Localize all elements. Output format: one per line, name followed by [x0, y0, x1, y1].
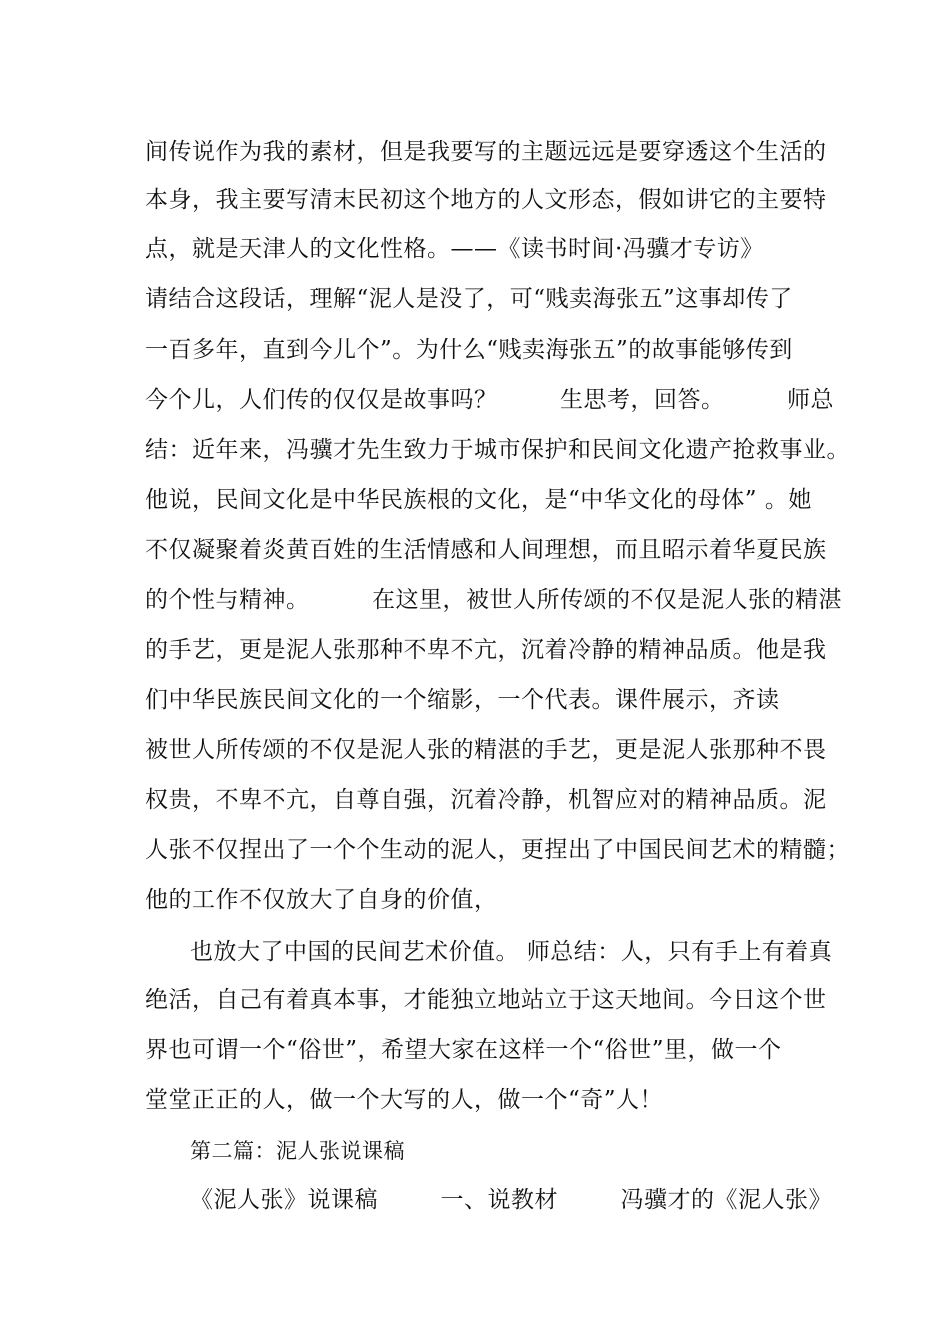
text-line: 一百多年，直到今儿个”。为什么“贱卖海张五”的故事能够传到 [145, 337, 793, 363]
section-heading: 第二篇：泥人张说课稿 [190, 1139, 405, 1163]
text-line: 《泥人张》说课稿 一、说教材 冯骥才的《泥人张》 [190, 1187, 832, 1213]
text-line: 堂堂正正的人，做一个大写的人，做一个“奇”人！ [145, 1087, 664, 1113]
text-line: 间传说作为我的素材，但是我要写的主题远远是要穿透这个生活的 [145, 139, 827, 165]
text-line: 的个性与精神。 在这里，被世人所传颂的不仅是泥人张的精湛 [145, 587, 842, 613]
text-line: 他说，民间文化是中华民族根的文化，是“中华文化的母体” 。她 [145, 487, 812, 513]
text-line: 绝活，自己有着真本事，才能独立地站立于这天地间。今日这个世 [145, 987, 827, 1013]
text-line: 他的工作不仅放大了自身的价值， [145, 887, 498, 913]
text-line: 界也可谓一个“俗世”，希望大家在这样一个“俗世”里，做一个 [145, 1037, 782, 1063]
text-line: 不仅凝聚着炎黄百姓的生活情感和人间理想，而且昭示着华夏民族 [145, 537, 827, 563]
text-line: 请结合这段话，理解“泥人是没了，可“贱卖海张五”这事却传了 [145, 286, 793, 312]
text-line: 被世人所传颂的不仅是泥人张的精湛的手艺，更是泥人张那种不畏 [145, 737, 827, 763]
text-line: 结：近年来，冯骥才先生致力于城市保护和民间文化遗产抢救事业。 [145, 437, 850, 463]
text-line: 本身，我主要写清末民初这个地方的人文形态，假如讲它的主要特 [145, 187, 827, 213]
text-line: 们中华民族民间文化的一个缩影，一个代表。课件展示，齐读 [145, 687, 780, 713]
text-line: 也放大了中国的民间艺术价值。 师总结：人，只有手上有着真 [190, 939, 833, 965]
text-line: 点，就是天津人的文化性格。——《读书时间·冯骥才专访》 [145, 236, 764, 262]
text-line: 的手艺，更是泥人张那种不卑不亢，沉着冷静的精神品质。他是我 [145, 637, 827, 663]
text-line: 权贵，不卑不亢，自尊自强，沉着冷静，机智应对的精神品质。泥 [145, 787, 827, 813]
text-line: 人张不仅捏出了一个个生动的泥人，更捏出了中国民间艺术的精髓； [145, 837, 850, 863]
text-line: 今个儿，人们传的仅仅是故事吗？ 生思考，回答。 师总 [145, 387, 834, 413]
